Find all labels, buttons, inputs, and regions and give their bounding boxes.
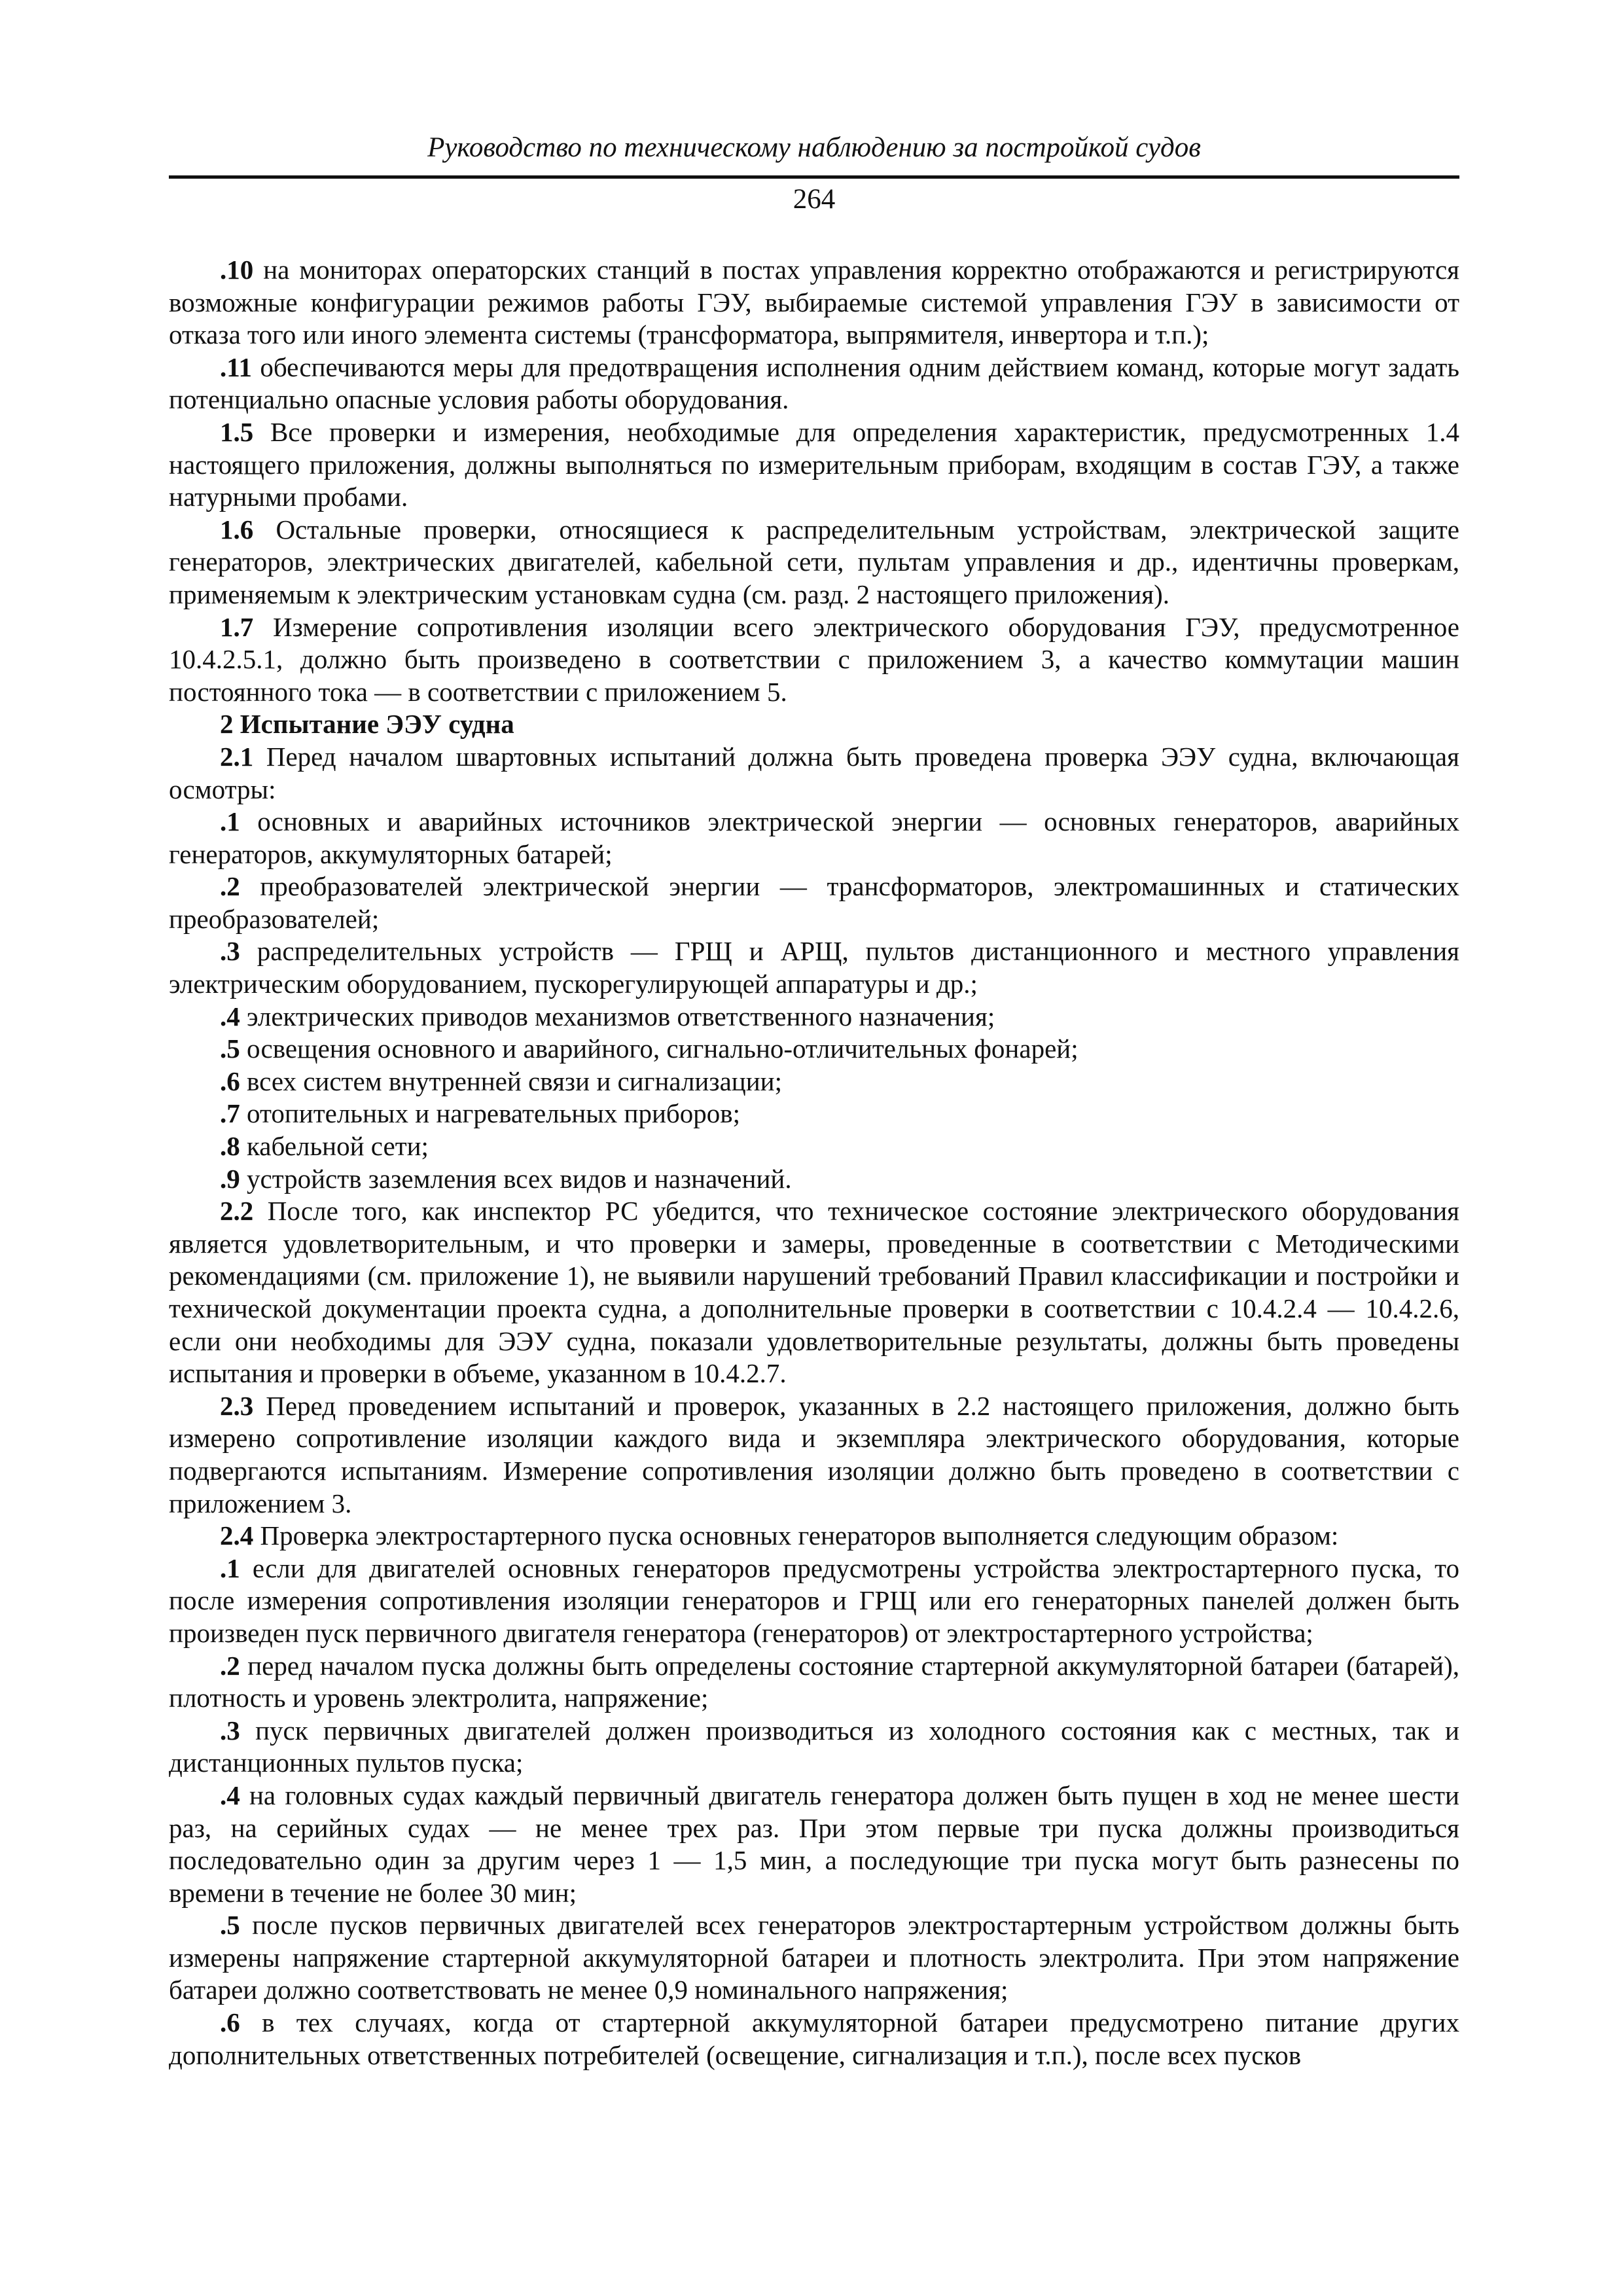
list-item-9: .9 устройств заземления всех видов и назначений. bbox=[220, 1163, 792, 1194]
paragraph-2-2: 2.2 После того, как инспектор РС убедится, что техническое состояние электрического оборудования является удовлетворительным, и что проверки и замеры, проведенные в соответствии с Методическими рекомендациями (см. приложение 1), не выявили нарушений требований Правил классификации и постройки и технической документации проекта судна, а дополнительные проверки в соответствии с 10.4.2.4 — 10.4.2.6, если они необходимы для ЭЭУ судна, показали удовлетворительные результаты, должны быть проведены испытания и проверки в объеме, указанном в 10.4.2.7. bbox=[169, 1196, 1459, 1389]
paragraph-item-10: .10 на мониторах операторских станций в постах управления корректно отображаются и регистрируются возможные конфигурации режимов работы ГЭУ, выбираемые системой управления ГЭУ в зависимости от отказа того или иного элемента системы (трансформатора, выпрямителя, инвертора и т.п.); bbox=[169, 255, 1459, 350]
list-item-2: .2 перед началом пуска должны быть определены состояние стартерной аккумуляторной батареи (батарей), плотность и уровень электролита, напряжение; bbox=[169, 1650, 1459, 1713]
section-heading-2: 2 Испытание ЭЭУ судна bbox=[220, 709, 514, 740]
paragraph-item-11: .11 обеспечиваются меры для предотвращения исполнения одним действием команд, которые могут задать потенциально опасные условия работы оборудования. bbox=[169, 351, 1459, 415]
list-item-1: .1 основных и аварийных источников электрической энергии — основных генераторов, аварийных генераторов, аккумуляторных батарей; bbox=[169, 806, 1459, 869]
list-item-4: .4 электрических приводов механизмов ответственного назначения; bbox=[220, 1001, 995, 1031]
paragraph-2-4: 2.4 Проверка электростартерного пуска основных генераторов выполняется следующим образом: bbox=[220, 1520, 1339, 1551]
page-number: 264 bbox=[793, 184, 836, 215]
running-header: Руководство по техническому наблюдению за постройкой судов bbox=[427, 132, 1201, 163]
list-item-5: .5 освещения основного и аварийного, сигнально-отличительных фонарей; bbox=[220, 1033, 1079, 1064]
list-item-6: .6 всех систем внутренней связи и сигнализации; bbox=[220, 1066, 782, 1096]
body-text bbox=[169, 254, 1459, 2072]
paragraph-2-1: 2.1 Перед началом швартовных испытаний должна быть проведена проверка ЭЭУ судна, включающая осмотры: bbox=[169, 741, 1459, 804]
list-item-7: .7 отопительных и нагревательных приборов; bbox=[220, 1098, 741, 1129]
list-item-2: .2 преобразователей электрической энергии — трансформаторов, электромашинных и статических преобразователей; bbox=[169, 871, 1459, 934]
list-item-3: .3 пуск первичных двигателей должен производиться из холодного состояния как с местных, так и дистанционных пультов пуска; bbox=[169, 1715, 1459, 1778]
list-item-4: .4 на головных судах каждый первичный двигатель генератора должен быть пущен в ход не менее шести раз, на серийных судах — не менее трех раз. При этом первые три пуска должны производиться последовательно один за другим через 1 — 1,5 мин, а последующие три пуска могут быть разнесены по времени в течение не более 30 мин; bbox=[169, 1780, 1459, 1908]
paragraph-2-3: 2.3 Перед проведением испытаний и проверок, указанных в 2.2 настоящего приложения, должно быть измерено сопротивление изоляции каждого вида и экземпляра электрического оборудования, которые подвергаются испытаниям. Измерение сопротивления изоляции должно быть проведено в соответствии с приложением 3. bbox=[169, 1390, 1459, 1518]
paragraph-1-7: 1.7 Измерение сопротивления изоляции всего электрического оборудования ГЭУ, предусмотренное 10.4.2.5.1, должно быть произведено в соответствии с приложением 3, а качество коммутации машин постоянного тока — в соответствии с приложением 5. bbox=[169, 611, 1459, 707]
list-item-3: .3 распределительных устройств — ГРЩ и АРЩ, пультов дистанционного и местного управления электрическим оборудованием, пускорегулирующей аппаратуры и др.; bbox=[169, 936, 1459, 999]
list-item-6: .6 в тех случаях, когда от стартерной аккумуляторной батареи предусмотрено питание других дополнительных ответственных потребителей (освещение, сигнализация и т.п.), после всех пусков bbox=[169, 2007, 1459, 2070]
list-item-5: .5 после пусков первичных двигателей всех генераторов электростартерным устройством должны быть измерены напряжение стартерной аккумуляторной батареи и плотность электролита. При этом напряжение батареи должно соответствовать не менее 0,9 номинального напряжения; bbox=[169, 1910, 1459, 2005]
list-item-1: .1 если для двигателей основных генераторов предусмотрены устройства электростартерного пуска, то после измерения сопротивления изоляции генераторов и ГРЩ или его генераторных панелей должен быть произведен пуск первичного двигателя генератора (генераторов) от электростартерного устройства; bbox=[169, 1552, 1459, 1648]
list-item-8: .8 кабельной сети; bbox=[220, 1131, 429, 1162]
paragraph-1-5: 1.5 Все проверки и измерения, необходимые для определения характеристик, предусмотренных 1.4 настоящего приложения, должны выполняться по измерительным приборам, входящим в состав ГЭУ, а также натурными пробами. bbox=[169, 416, 1459, 512]
paragraph-1-6: 1.6 Остальные проверки, относящиеся к распределительным устройствам, электрической защите генераторов, электрических двигателей, кабельной сети, пультам управления и др., идентичны проверкам, применяемым к электрическим установкам судна (см. разд. 2 настоящего приложения). bbox=[169, 514, 1459, 609]
header-rule bbox=[169, 175, 1459, 179]
